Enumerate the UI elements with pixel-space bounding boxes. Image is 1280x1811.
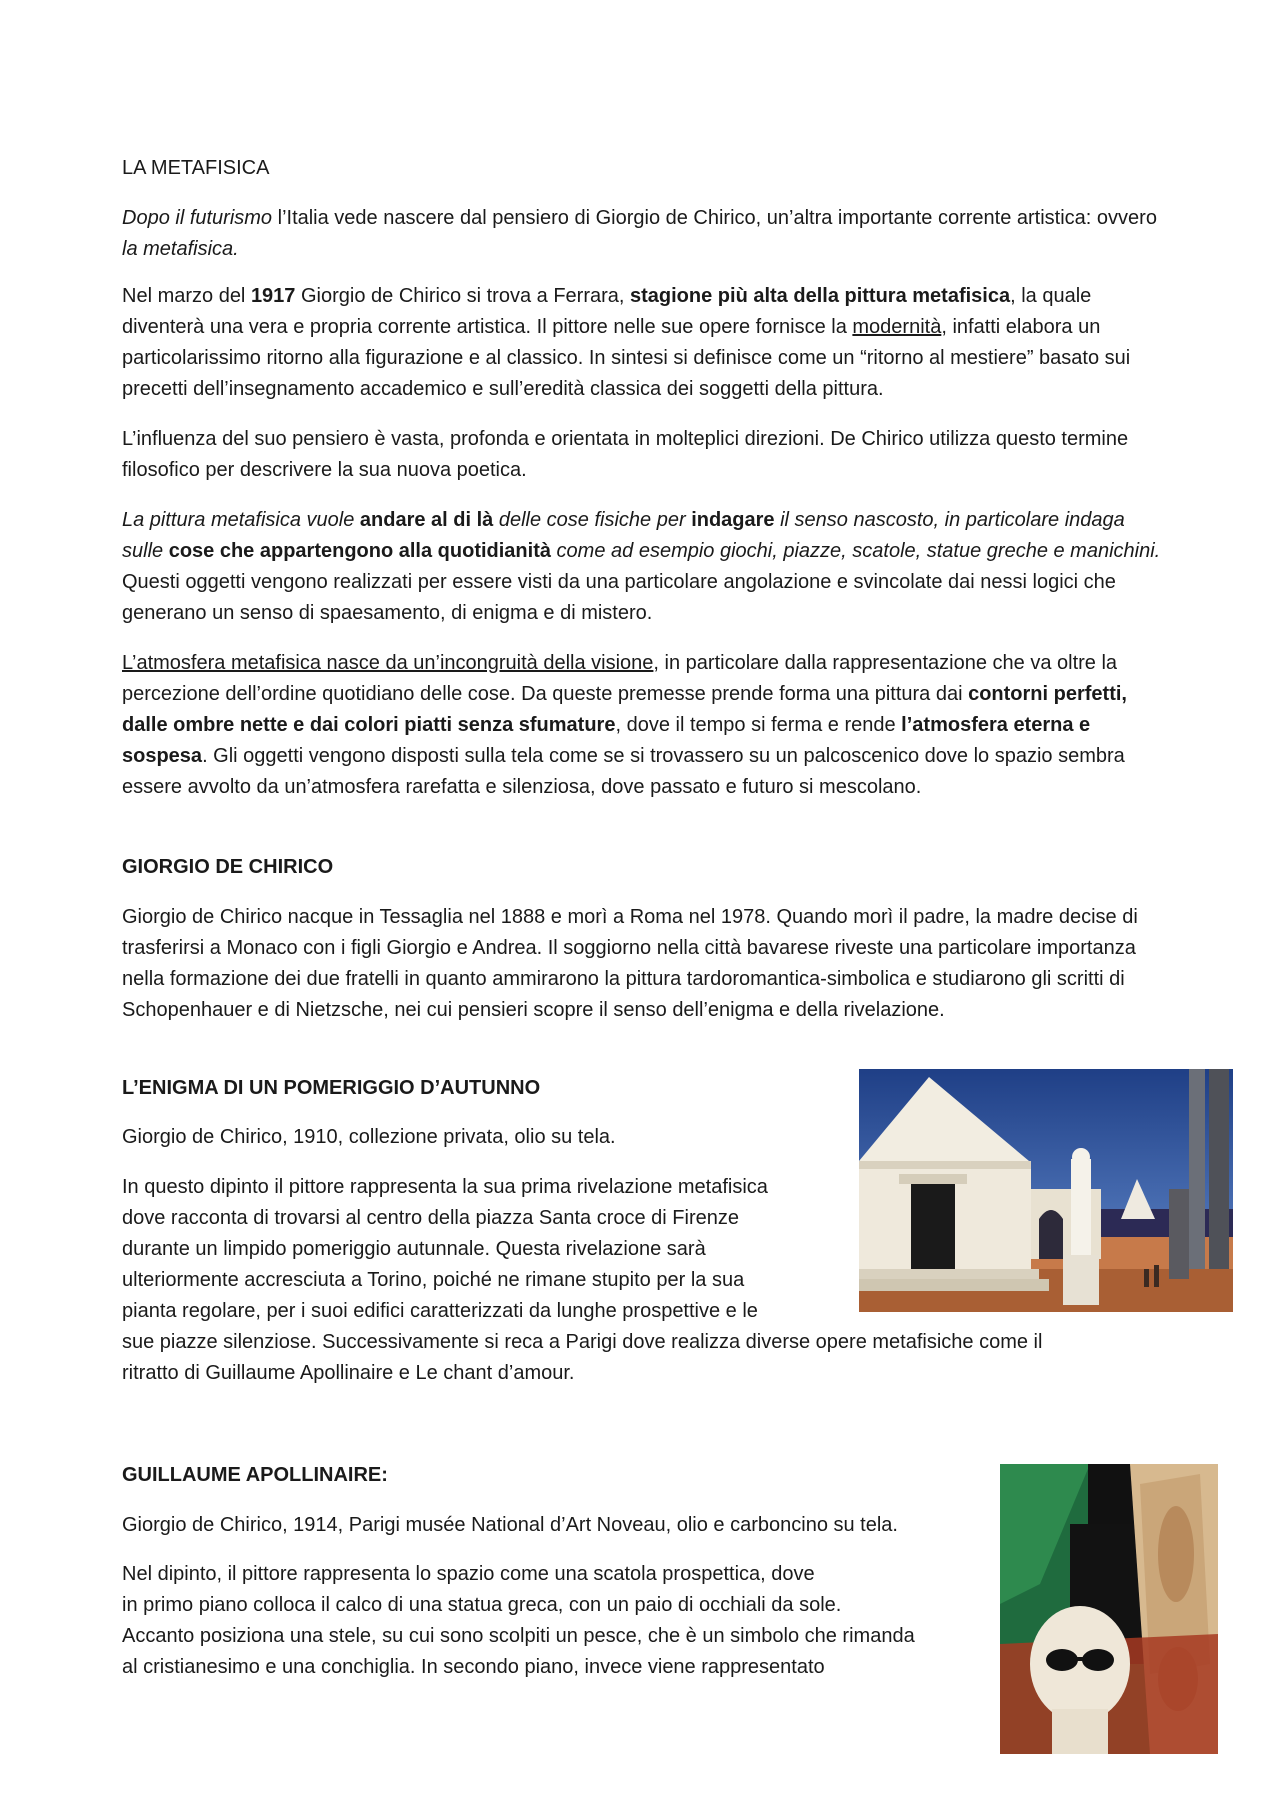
apollinaire-painting-image xyxy=(1000,1464,1218,1754)
apollinaire-description: Nel dipinto, il pittore rappresenta lo spazio come una scatola prospettica, dove in primo piano colloca il calco di una statua greca, con un paio di occhiali da sole. Accanto posiziona una stele, su cui sono scolpiti un pesce, che è un simbolo che rimanda al cristianesimo e una conchiglia. In secondo piano, invece viene rappresentato xyxy=(122,1563,915,1678)
heading-apollinaire: GUILLAUME APOLLINAIRE: xyxy=(122,1464,388,1486)
apollinaire-painting-drawing xyxy=(1000,1464,1218,1754)
paragraph-atmosfera: L’atmosfera metafisica nasce da un’incongruità della visione, in particolare dalla rappresentazione che va oltre la percezione dell’ordine quotidiano delle cose. Da queste premesse prende forma una pittura dai contorni perfetti, dalle ombre nette e dai colori piatti senza sfumature, dove il tempo si ferma e rende l’atmosfera eterna e sospesa. Gli oggetti vengono disposti sulla tela come se si trovassero su un palcoscenico dove lo spazio sembra essere avvolto da un’atmosfera rarefatta e silenziosa, dove passato e futuro si mescolano. xyxy=(122,652,1127,798)
intro-paragraph: Dopo il futurismo l’Italia vede nascere dal pensiero di Giorgio de Chirico, un’altra importante corrente artistica: ovvero la metafisica. xyxy=(122,207,1157,260)
paragraph-influenza: L’influenza del suo pensiero è vasta, profonda e orientata in molteplici direzioni. De Chirico utilizza questo termine filosofico per descrivere la sua nuova poetica. xyxy=(122,428,1129,481)
enigma-painting-drawing xyxy=(859,1069,1233,1312)
paragraph-pittura-metafisica: La pittura metafisica vuole andare al di là delle cose fisiche per indagare il senso nascosto, in particolare indaga sulle cose che appartengono alla quotidianità come ad esempio giochi, piazze, scatole, statue greche e manichini. Questi oggetti vengono realizzati per essere visti da una particolare angolazione e svincolate dai nessi logici che generano un senso di spaesamento, di enigma e di mistero. xyxy=(122,509,1161,624)
document-title: LA METAFISICA xyxy=(122,157,270,179)
paragraph-1917: Nel marzo del 1917 Giorgio de Chirico si trova a Ferrara, stagione più alta della pittura metafisica, la quale diventerà una vera e propria corrente artistica. Il pittore nelle sue opere fornisce la modernità, infatti elabora un particolarissimo ritorno alla figurazione e al classico. In sintesi si definisce come un “ritorno al mestiere” basato sui precetti dell’insegnamento accademico e sull’eredità classica dei soggetti della pittura. xyxy=(122,285,1131,400)
heading-enigma: L’ENIGMA DI UN POMERIGGIO D’AUTUNNO xyxy=(122,1077,541,1099)
enigma-description: In questo dipinto il pittore rappresenta la sua prima rivelazione metafisica dove racconta di trovarsi al centro della piazza Santa croce di Firenze durante un limpido pomeriggio autunnale. Questa rivelazione sarà ulteriormente accresciuta a Torino, poiché ne rimane stupito per la sua pianta regolare, per i suoi edifici caratterizzati da lunghe prospettive e le sue piazze silenziose. Successivamente si reca a Parigi dove realizza diverse opere metafisiche come il ritratto di Guillaume Apollinaire e Le chant d’amour. xyxy=(122,1176,1043,1384)
apollinaire-meta: Giorgio de Chirico, 1914, Parigi musée National d’Art Noveau, olio e carboncino su tela. xyxy=(122,1514,898,1536)
heading-giorgio-de-chirico: GIORGIO DE CHIRICO xyxy=(122,856,334,878)
paragraph-biografia: Giorgio de Chirico nacque in Tessaglia nel 1888 e morì a Roma nel 1978. Quando morì il padre, la madre decise di trasferirsi a Monaco con i figli Giorgio e Andrea. Il soggiorno nella città bavarese riveste una particolare importanza nella formazione dei due fratelli in quanto ammirarono la pittura tardoromantica-simbolica e studiarono gli scritti di Schopenhauer e di Nietzsche, nei cui pensieri scopre il senso dell’enigma e della rivelazione. xyxy=(122,906,1138,1021)
enigma-meta: Giorgio de Chirico, 1910, collezione privata, olio su tela. xyxy=(122,1126,616,1148)
enigma-painting-image xyxy=(859,1069,1233,1312)
